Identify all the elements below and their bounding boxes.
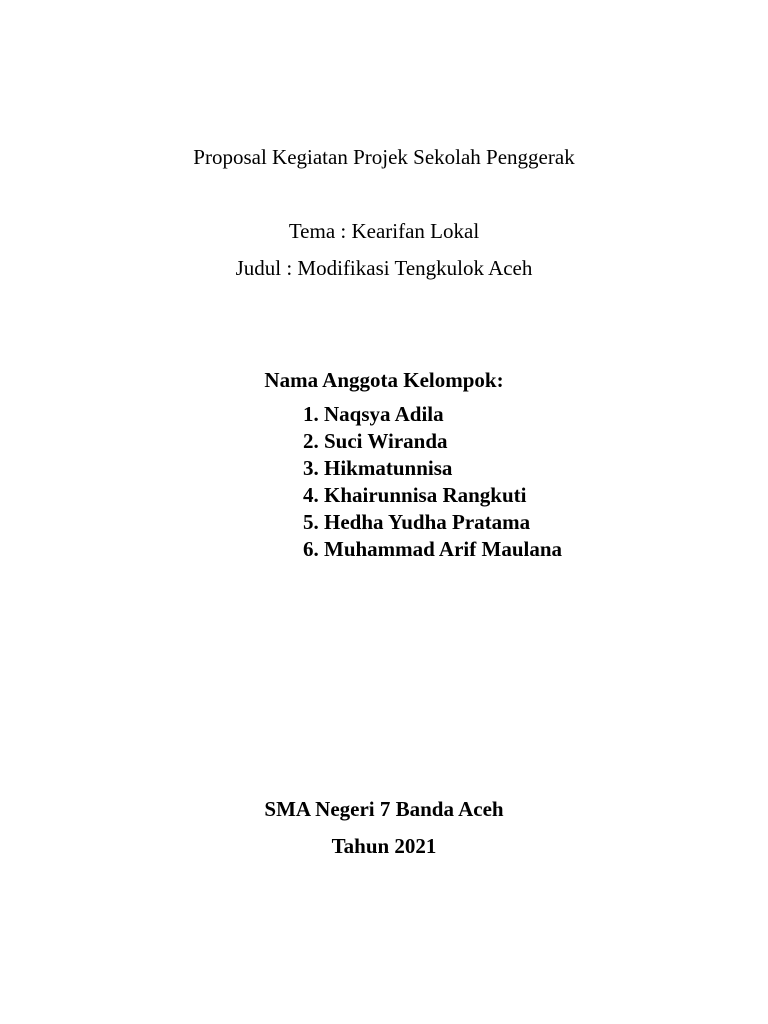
member-number: 2. [303, 429, 324, 453]
member-name: Hikmatunnisa [324, 456, 453, 480]
member-number: 4. [303, 483, 324, 507]
list-item [303, 536, 562, 563]
member-number: 1. [303, 402, 324, 426]
members-list [303, 401, 562, 563]
list-item [303, 428, 562, 455]
member-name: Hedha Yudha Pratama [324, 510, 531, 534]
member-number: 5. [303, 510, 324, 534]
member-name: Naqsya Adila [324, 402, 444, 426]
member-name: Khairunnisa Rangkuti [324, 483, 527, 507]
list-item [303, 509, 562, 536]
member-number: 3. [303, 456, 324, 480]
member-number: 6. [303, 537, 324, 561]
document-theme: Tema : Kearifan Lokal [288, 219, 480, 243]
list-item [303, 401, 562, 428]
school-name: SMA Negeri 7 Banda Aceh [264, 797, 504, 821]
list-item [303, 455, 562, 482]
member-name: Muhammad Arif Maulana [324, 537, 563, 561]
document-title: Proposal Kegiatan Projek Sekolah Penggerak [193, 145, 575, 169]
document-year: Tahun 2021 [331, 834, 437, 858]
list-item [303, 482, 562, 509]
members-heading: Nama Anggota Kelompok: [264, 368, 504, 392]
member-name: Suci Wiranda [324, 429, 448, 453]
document-subject: Judul : Modifikasi Tengkulok Aceh [235, 256, 533, 280]
